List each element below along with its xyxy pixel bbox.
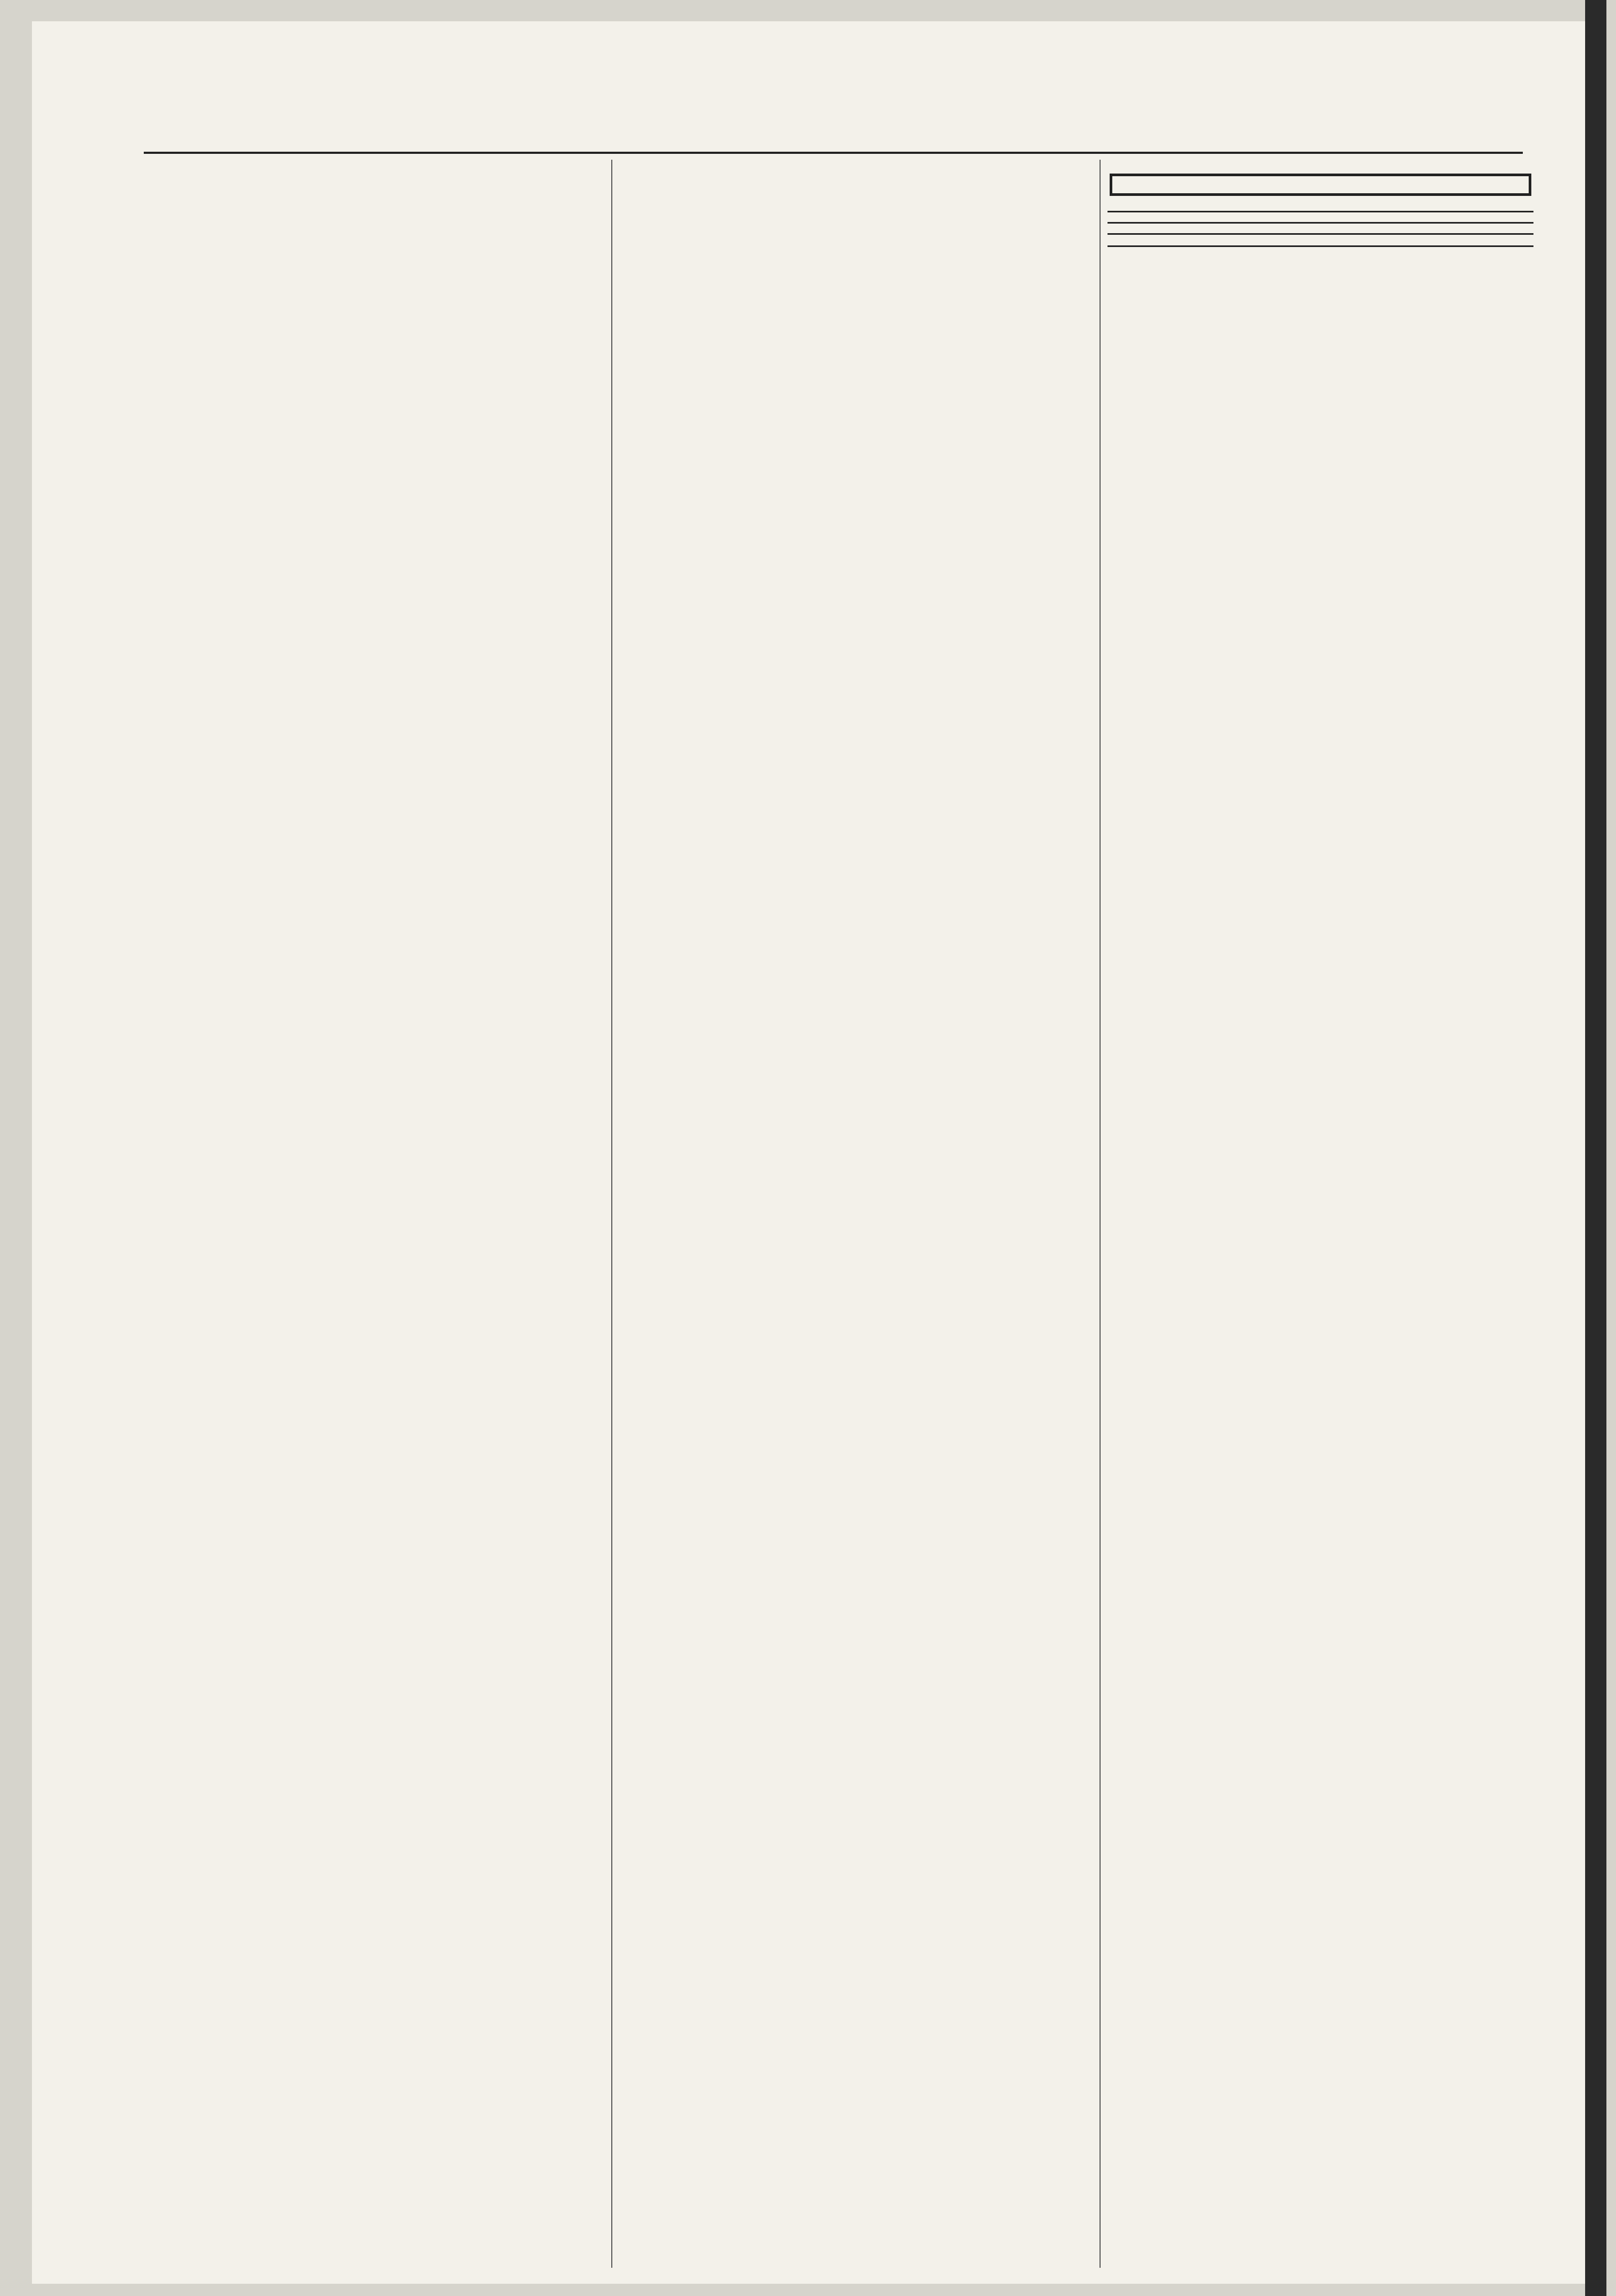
newspaper-page bbox=[32, 21, 1592, 2284]
header-rule bbox=[144, 152, 1523, 154]
page-header bbox=[144, 121, 1523, 151]
column-2 bbox=[620, 165, 1094, 170]
page-edge bbox=[1585, 0, 1606, 2296]
column-divider bbox=[611, 160, 612, 2268]
divider bbox=[1108, 211, 1533, 212]
column-1 bbox=[141, 165, 604, 175]
divider bbox=[1108, 233, 1533, 235]
advertisement bbox=[1110, 174, 1531, 196]
column-3 bbox=[1108, 165, 1533, 257]
divider bbox=[1108, 245, 1533, 247]
column-divider bbox=[1100, 160, 1101, 2268]
divider bbox=[1108, 222, 1533, 224]
